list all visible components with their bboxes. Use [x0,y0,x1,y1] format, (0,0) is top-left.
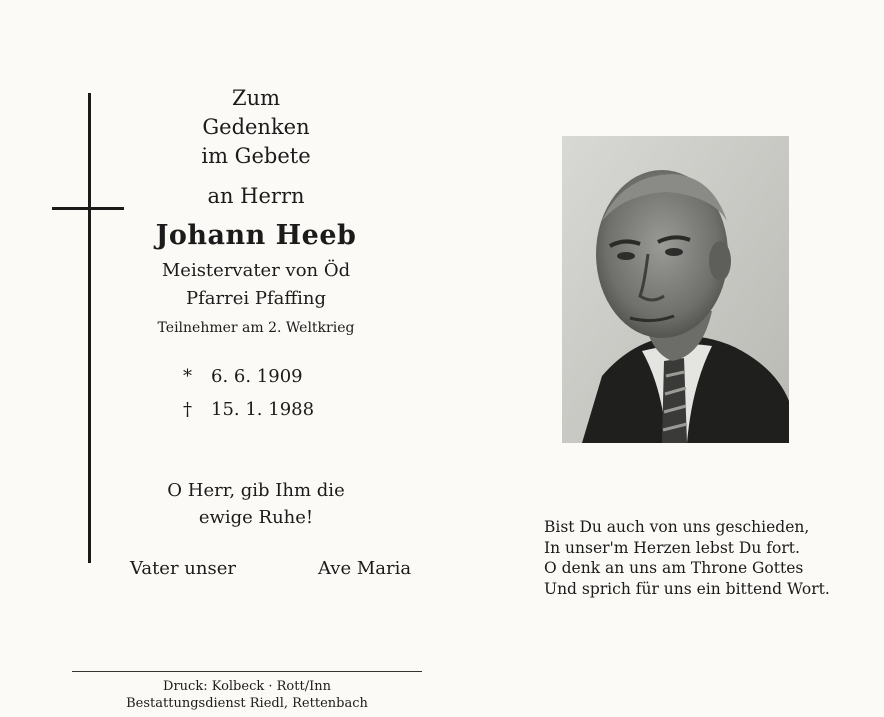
blessing-line-1: O Herr, gib Ihm die [167,480,345,501]
blessing [120,480,392,540]
verse-line-3: O denk an uns am Throne Gottes [544,559,804,577]
eye-left [617,252,635,260]
death-date-row [183,399,314,420]
heading-line-2: Gedenken [202,115,310,139]
heading-line-1: Zum [231,86,281,110]
title-line-1: Meistervater von Öd [161,260,351,281]
title-line-3: Teilnehmer am 2. Weltkrieg [157,320,355,336]
memorial-verse [544,517,830,599]
footer-funeral-service: Bestattungsdienst Riedl, Rettenbach [126,696,368,711]
birth-date-row [183,366,303,387]
verse-line-1: Bist Du auch von uns geschieden, [544,518,810,536]
birth-symbol: * [183,366,192,387]
cross-icon-vertical [88,93,91,563]
heading-line-4: an Herrn [207,184,305,208]
footer-divider [72,671,422,672]
portrait-photo-svg [562,136,789,443]
portrait-photo-icon [562,136,789,443]
death-date: 15. 1. 1988 [211,399,315,420]
blessing-line-2: ewige Ruhe! [198,507,314,528]
eye-right [665,248,683,256]
deceased-name: Johann Heeb [155,220,357,251]
title-line-2: Pfarrei Pfaffing [185,288,326,309]
verse-line-2: In unser'm Herzen lebst Du fort. [544,538,800,557]
footer-printer: Druck: Kolbeck · Rott/Inn [163,679,331,694]
prayer-ave-maria: Ave Maria [318,558,412,579]
verse-line-4: Und sprich für uns ein bittend Wort. [544,579,830,598]
memorial-heading [120,86,392,386]
heading-line-3: im Gebete [201,144,311,168]
ear-shape [709,241,731,281]
cross-icon-horizontal [52,207,124,210]
prayer-vater-unser: Vater unser [130,558,236,579]
death-symbol: † [183,399,192,420]
birth-date: 6. 6. 1909 [211,366,303,387]
